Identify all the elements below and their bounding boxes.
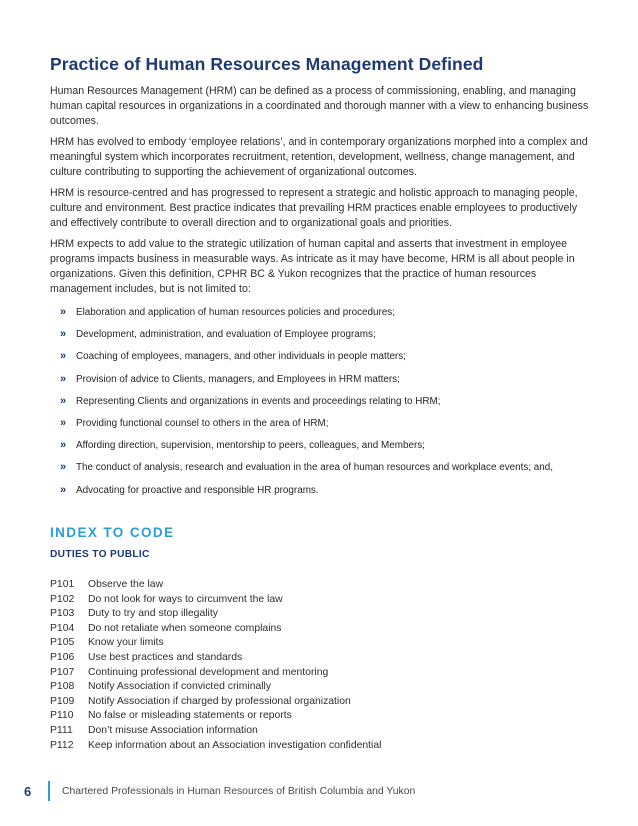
code-number: P107 xyxy=(50,666,75,678)
list-item xyxy=(60,351,590,363)
page-number: 6 xyxy=(24,783,32,799)
main-content xyxy=(50,54,590,507)
list-item xyxy=(60,329,590,341)
list-item-text: Development, administration, and evaluation of Employee programs; xyxy=(76,329,376,341)
code-row xyxy=(50,636,381,651)
chevron-right-icon: » xyxy=(60,461,66,474)
code-row xyxy=(50,622,381,637)
hrm-practice-list xyxy=(50,307,590,497)
chevron-right-icon: » xyxy=(60,306,66,318)
list-item xyxy=(60,374,590,386)
code-description: Duty to try and stop illegality xyxy=(88,608,218,620)
list-item-text: Representing Clients and organizations in events and proceedings relating to HRM; xyxy=(76,395,441,407)
chevron-right-icon: » xyxy=(60,350,66,363)
code-number: P102 xyxy=(50,593,75,605)
list-item-text: Provision of advice to Clients, managers, and Employees in HRM matters; xyxy=(76,373,400,385)
code-description: Don’t misuse Association information xyxy=(88,724,258,736)
chevron-right-icon: » xyxy=(60,416,66,429)
code-row xyxy=(50,680,381,695)
code-description: Continuing professional development and mentoring xyxy=(88,666,329,678)
paragraph: HRM is resource-centred and has progressed to represent a strategic and holistic approach to managing people, culture and environment. Best practice indicates that prevailing HRM practices enable employees to productively and effectively contribute to overall direction and to organizational goals and priorities. xyxy=(50,187,578,229)
code-number: P101 xyxy=(50,579,75,590)
list-item xyxy=(60,440,590,452)
code-row xyxy=(50,739,381,754)
list-item xyxy=(60,307,590,319)
list-item xyxy=(60,418,590,430)
list-item-text: Coaching of employees, managers, and other individuals in people matters; xyxy=(76,351,406,363)
code-description: Observe the law xyxy=(88,579,164,590)
code-row xyxy=(50,666,381,681)
code-row xyxy=(50,607,381,622)
list-item-text: Affording direction, supervision, mentorship to peers, colleagues, and Members; xyxy=(76,440,425,452)
code-number: P104 xyxy=(50,622,75,634)
code-row xyxy=(50,709,381,724)
index-title: INDEX TO CODE xyxy=(50,525,175,540)
code-number: P109 xyxy=(50,695,75,707)
chevron-right-icon: » xyxy=(60,328,66,341)
code-number: P103 xyxy=(50,608,75,620)
code-description: Keep information about an Association investigation confidential xyxy=(88,739,382,751)
footer-organization-name: Chartered Professionals in Human Resources of British Columbia and Yukon xyxy=(62,785,416,797)
paragraph: Human Resources Management (HRM) can be defined as a process of commissioning, enabling, and managing human capital resources in organizations in a coordinated and thorough manner with a view to enhancing business outcomes. xyxy=(50,85,589,127)
code-description: Notify Association if convicted criminally xyxy=(88,681,272,693)
list-item-text: The conduct of analysis, research and evaluation in the area of human resources and workplace events; and, xyxy=(76,462,554,474)
list-item-text: Providing functional counsel to others in the area of HRM; xyxy=(76,417,329,429)
chevron-right-icon: » xyxy=(60,372,66,385)
code-number: P106 xyxy=(50,651,75,663)
code-row xyxy=(50,724,381,739)
code-row xyxy=(50,651,381,666)
code-number: P108 xyxy=(50,681,75,693)
list-item xyxy=(60,485,590,497)
code-description: Do not retaliate when someone complains xyxy=(88,622,282,634)
index-subheading: DUTIES TO PUBLIC xyxy=(50,549,150,560)
list-item xyxy=(60,396,590,408)
footer-divider xyxy=(48,781,50,801)
list-item-text: Advocating for proactive and responsible HR programs. xyxy=(76,484,319,496)
list-item-text: Elaboration and application of human resources policies and procedures; xyxy=(76,307,395,318)
code-number: P112 xyxy=(50,739,74,751)
page-footer xyxy=(24,780,415,802)
chevron-right-icon: » xyxy=(60,439,66,452)
code-description: Know your limits xyxy=(88,637,164,649)
code-index-list xyxy=(50,578,381,753)
code-description: Notify Association if charged by professional organization xyxy=(88,695,351,707)
chevron-right-icon: » xyxy=(60,483,66,496)
code-row xyxy=(50,578,381,593)
chevron-right-icon: » xyxy=(60,394,66,407)
code-number: P105 xyxy=(50,637,75,649)
code-description: Use best practices and standards xyxy=(88,651,243,663)
page-title: Practice of Human Resources Management Defined xyxy=(50,54,484,74)
code-number: P111 xyxy=(50,724,73,736)
code-number: P110 xyxy=(50,710,74,722)
paragraph: HRM expects to add value to the strategic utilization of human capital and asserts that investment in employee programs impacts business in measurable ways. As intricate as it may have become, HRM is all about people in organizations. Given this definition, CPHR BC & Yukon recognizes that the practice of human resources management includes, but is not limited to: xyxy=(50,238,575,295)
code-row xyxy=(50,695,381,710)
code-row xyxy=(50,593,381,608)
code-description: Do not look for ways to circumvent the law xyxy=(88,593,283,605)
paragraph: HRM has evolved to embody ‘employee relations’, and in contemporary organizations morphed into a complex and meaningful system which incorporates recruitment, retention, development, wellness, change management, and culture contributing to supporting the achievement of organizational outcomes. xyxy=(50,136,588,178)
list-item xyxy=(60,462,590,474)
code-description: No false or misleading statements or reports xyxy=(88,710,292,722)
